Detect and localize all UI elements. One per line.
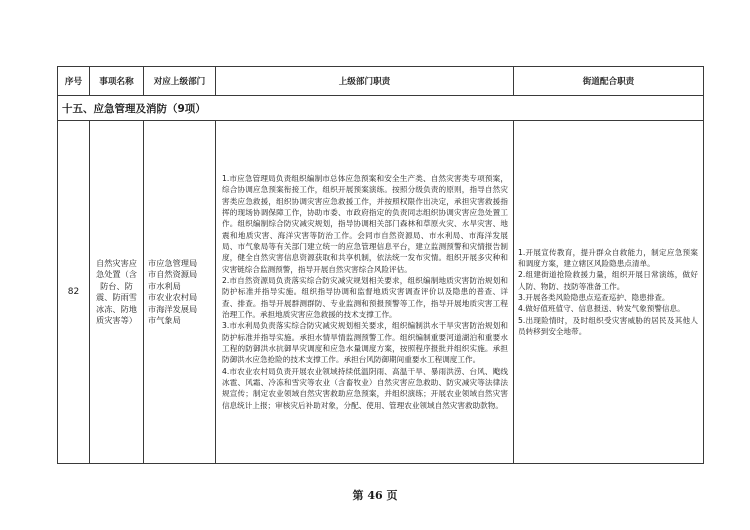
item-name: 自然灾害应急处置（含防台、防震、防雨雪冰冻、防地质灾害等） <box>90 121 144 464</box>
street-duty-paragraph: 3.开展各类风险隐患点巡查巡护、隐患排查。 <box>518 293 670 302</box>
street-duty-paragraph: 4.做好值班值守、信息报送、转发气象预警信息。 <box>518 304 685 314</box>
table-header-row <box>58 67 704 96</box>
duty-paragraph: 1.市应急管理局负责组织编制市总体应急预案和安全生产类、自然灾害类专项预案，综合协调应急预案衔接工作，组织开展预案演练。按照分级负责的原则，指导自然灾害类应急救援，组织协调灾害应急救援工作，并按照权限作出决定，承担灾害救援指挥的现场协调保障工作，协助市委、市政府指定的负责同志组织协调灾害应急处置工作。组织编制综合防灾减灾规划，指导协调相关部门森林和草原火灾、水旱灾害、地震和地质灾害、海洋灾害等防治工作。会同市自然资源局、市水利局、市海洋发展局、市气象局等有关部门建立统一的应急管理信息平台，建立监测预警和灾情报告制度，健全自然灾害信息资源获取和共享机制，依法统一发布灾情。组织开展多灾种和灾害链综合监测预警，指导开展自然灾害综合风险评估。 <box>222 173 508 274</box>
street-duty-paragraph: 1.开展宣传教育，提升群众自救能力，制定应急预案和调度方案，建立辖区风险隐患点清单。 <box>518 247 698 268</box>
department-list <box>144 121 216 464</box>
header-street-duty: 街道配合职责 <box>514 67 704 96</box>
header-duty: 上级部门职责 <box>216 67 514 96</box>
street-duty-paragraph: 2.组建街道抢险救援力量，组织开展日常演练，做好人防、物防、技防等准备工作。 <box>518 270 698 291</box>
row-number: 82 <box>58 121 90 464</box>
department-item: 市农业农村局 <box>148 292 198 302</box>
page-number: 第 46 页 <box>352 489 398 502</box>
department-item: 市海洋发展局 <box>148 303 198 314</box>
header-item-name: 事项名称 <box>90 67 144 96</box>
header-department: 对应上级部门 <box>144 67 216 96</box>
street-duty-paragraph: 5.出现险情时，及时组织受灾害威胁的居民及其他人员转移到安全地带。 <box>518 315 698 337</box>
department-item: 市水利局 <box>148 280 181 291</box>
street-duty-cell <box>514 121 704 464</box>
header-no: 序号 <box>58 67 90 96</box>
section-row <box>58 96 704 121</box>
section-title: 十五、应急管理及消防（9项） <box>58 96 704 121</box>
department-item: 市自然资源局 <box>148 269 198 279</box>
superior-duty-cell <box>216 121 514 464</box>
duty-paragraph: 4.市农业农村局负责开展农业领域持续低温阴雨、高温干旱、暴雨洪涝、台风、飑线冰雹、风霜、冷冻和雪灾等农业（含畜牧业）自然灾害应急救助、防灾减灾等法律法规宣传；制定农业领域自然灾害救助应急预案，并组织演练；开展农业领域自然灾害信息统计上报；审核灾后补助对象，分配、使用、管理农业领域自然灾害救助款物。 <box>222 366 508 410</box>
table-row <box>58 121 704 464</box>
department-item: 市应急管理局 <box>148 257 198 268</box>
duty-paragraph: 3.市水利局负责落实综合防灾减灾规划相关要求，组织编制洪水干旱灾害防治规划和防护标准并指导实施。承担水情旱情监测预警工作。组织编制重要河道湖泊和重要水工程的防御洪水抗御旱灾调度和应急水量调度方案，按照程序报批并组织实施。承担防御洪水应急抢险的技术支撑工作。承担台风防御期间重要水工程调度工作。 <box>222 321 508 365</box>
duty-paragraph: 2.市自然资源局负责落实综合防灾减灾规划相关要求，组织编制地质灾害防治规划和防护标准并指导实施。组织指导协调和监督地质灾害调查评价以及隐患的普查、详查、排查。指导开展群测群防、专业监测和预报预警等工作，指导开展地质灾害工程治理工作。承担地质灾害应急救援的技术支撑工作。 <box>222 275 508 320</box>
duty-table <box>57 66 704 464</box>
department-item: 市气象局 <box>148 315 181 325</box>
